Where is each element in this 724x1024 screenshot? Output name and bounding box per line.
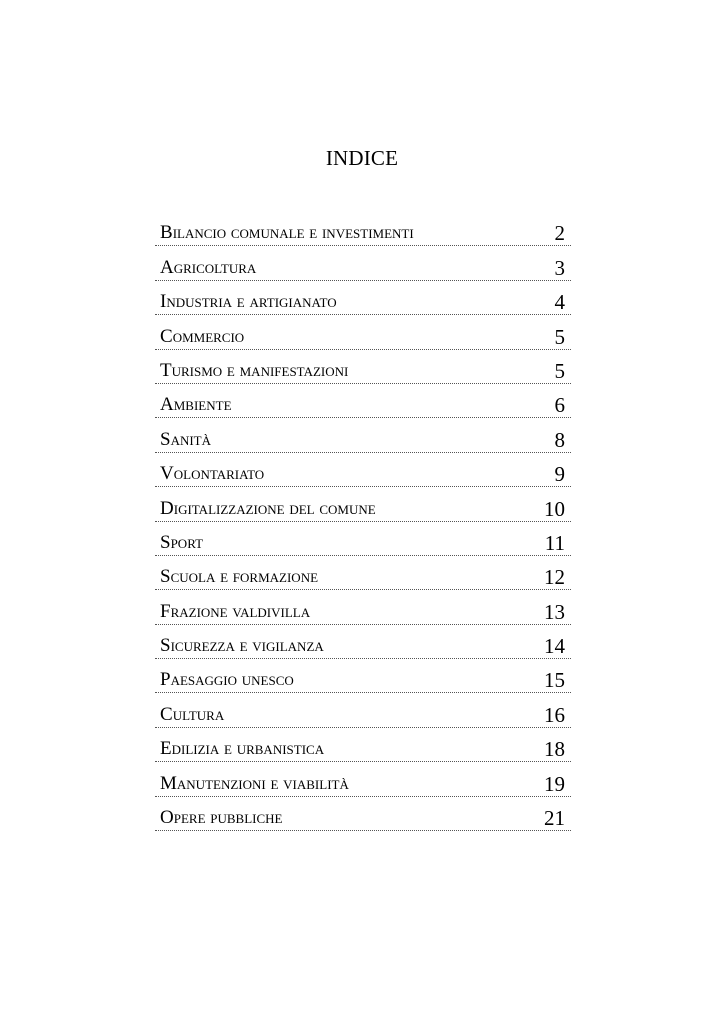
toc-entry-page: 3 — [554, 255, 565, 280]
toc-entry-page: 4 — [554, 290, 565, 315]
toc-entry-ambiente[interactable] — [155, 384, 571, 418]
toc-entry-label: Sicurezza e vigilanza — [160, 635, 324, 657]
toc-entry-manutenzioni[interactable] — [155, 762, 571, 796]
toc-entry-label: Opere pubbliche — [160, 807, 283, 829]
toc-entry-scuola[interactable] — [155, 556, 571, 590]
toc-entry-label: Sport — [160, 531, 204, 553]
toc-entry-label: Digitalizzazione del comune — [160, 497, 376, 519]
toc-entry-page: 5 — [554, 324, 565, 349]
toc-entry-page: 21 — [544, 806, 565, 831]
toc-entry-digitalizzazione[interactable] — [155, 487, 571, 521]
toc-entry-edilizia[interactable] — [155, 728, 571, 762]
toc-entry-page: 18 — [544, 737, 565, 762]
toc-entry-label: Cultura — [160, 703, 225, 725]
table-of-contents — [155, 212, 571, 831]
toc-entry-page: 10 — [544, 496, 565, 521]
toc-entry-label: Ambiente — [160, 394, 232, 416]
toc-entry-label: Frazione valdivilla — [160, 600, 311, 622]
toc-entry-page: 2 — [554, 221, 565, 246]
toc-entry-sport[interactable] — [155, 522, 571, 556]
toc-entry-industria[interactable] — [155, 281, 571, 315]
toc-entry-page: 5 — [554, 358, 565, 383]
toc-entry-cultura[interactable] — [155, 693, 571, 727]
toc-entry-page: 19 — [544, 771, 565, 796]
toc-entry-page: 15 — [544, 668, 565, 693]
toc-entry-page: 9 — [554, 462, 565, 487]
toc-entry-label: Manutenzioni e viabilità — [160, 772, 349, 794]
toc-entry-label: Commercio — [160, 325, 245, 347]
toc-entry-page: 6 — [554, 393, 565, 418]
toc-entry-page: 12 — [544, 565, 565, 590]
toc-entry-label: Bilancio comunale e investimenti — [160, 222, 414, 244]
toc-entry-page: 8 — [554, 427, 565, 452]
toc-entry-label: Industria e artigianato — [160, 291, 337, 313]
toc-entry-label: Turismo e manifestazioni — [160, 359, 349, 381]
toc-entry-volontariato[interactable] — [155, 453, 571, 487]
toc-entry-label: Sanità — [160, 428, 212, 450]
toc-entry-label: Scuola e formazione — [160, 566, 319, 588]
toc-entry-paesaggio[interactable] — [155, 659, 571, 693]
toc-entry-sanita[interactable] — [155, 418, 571, 452]
toc-entry-turismo[interactable] — [155, 350, 571, 384]
toc-entry-page: 11 — [544, 530, 565, 555]
toc-entry-sicurezza[interactable] — [155, 625, 571, 659]
toc-entry-page: 13 — [544, 599, 565, 624]
toc-entry-bilancio[interactable] — [155, 212, 571, 246]
toc-entry-label: Agricoltura — [160, 256, 257, 278]
toc-entry-label: Volontariato — [160, 463, 265, 485]
toc-entry-frazione[interactable] — [155, 590, 571, 624]
page-title: INDICE — [325, 146, 399, 170]
toc-entry-commercio[interactable] — [155, 315, 571, 349]
toc-entry-page: 16 — [544, 702, 565, 727]
toc-entry-label: Edilizia e urbanistica — [160, 738, 325, 760]
toc-entry-label: Paesaggio unesco — [160, 669, 294, 691]
toc-entry-agricoltura[interactable] — [155, 246, 571, 280]
toc-entry-page: 14 — [544, 634, 565, 659]
toc-entry-opere-pubbliche[interactable] — [155, 797, 571, 831]
